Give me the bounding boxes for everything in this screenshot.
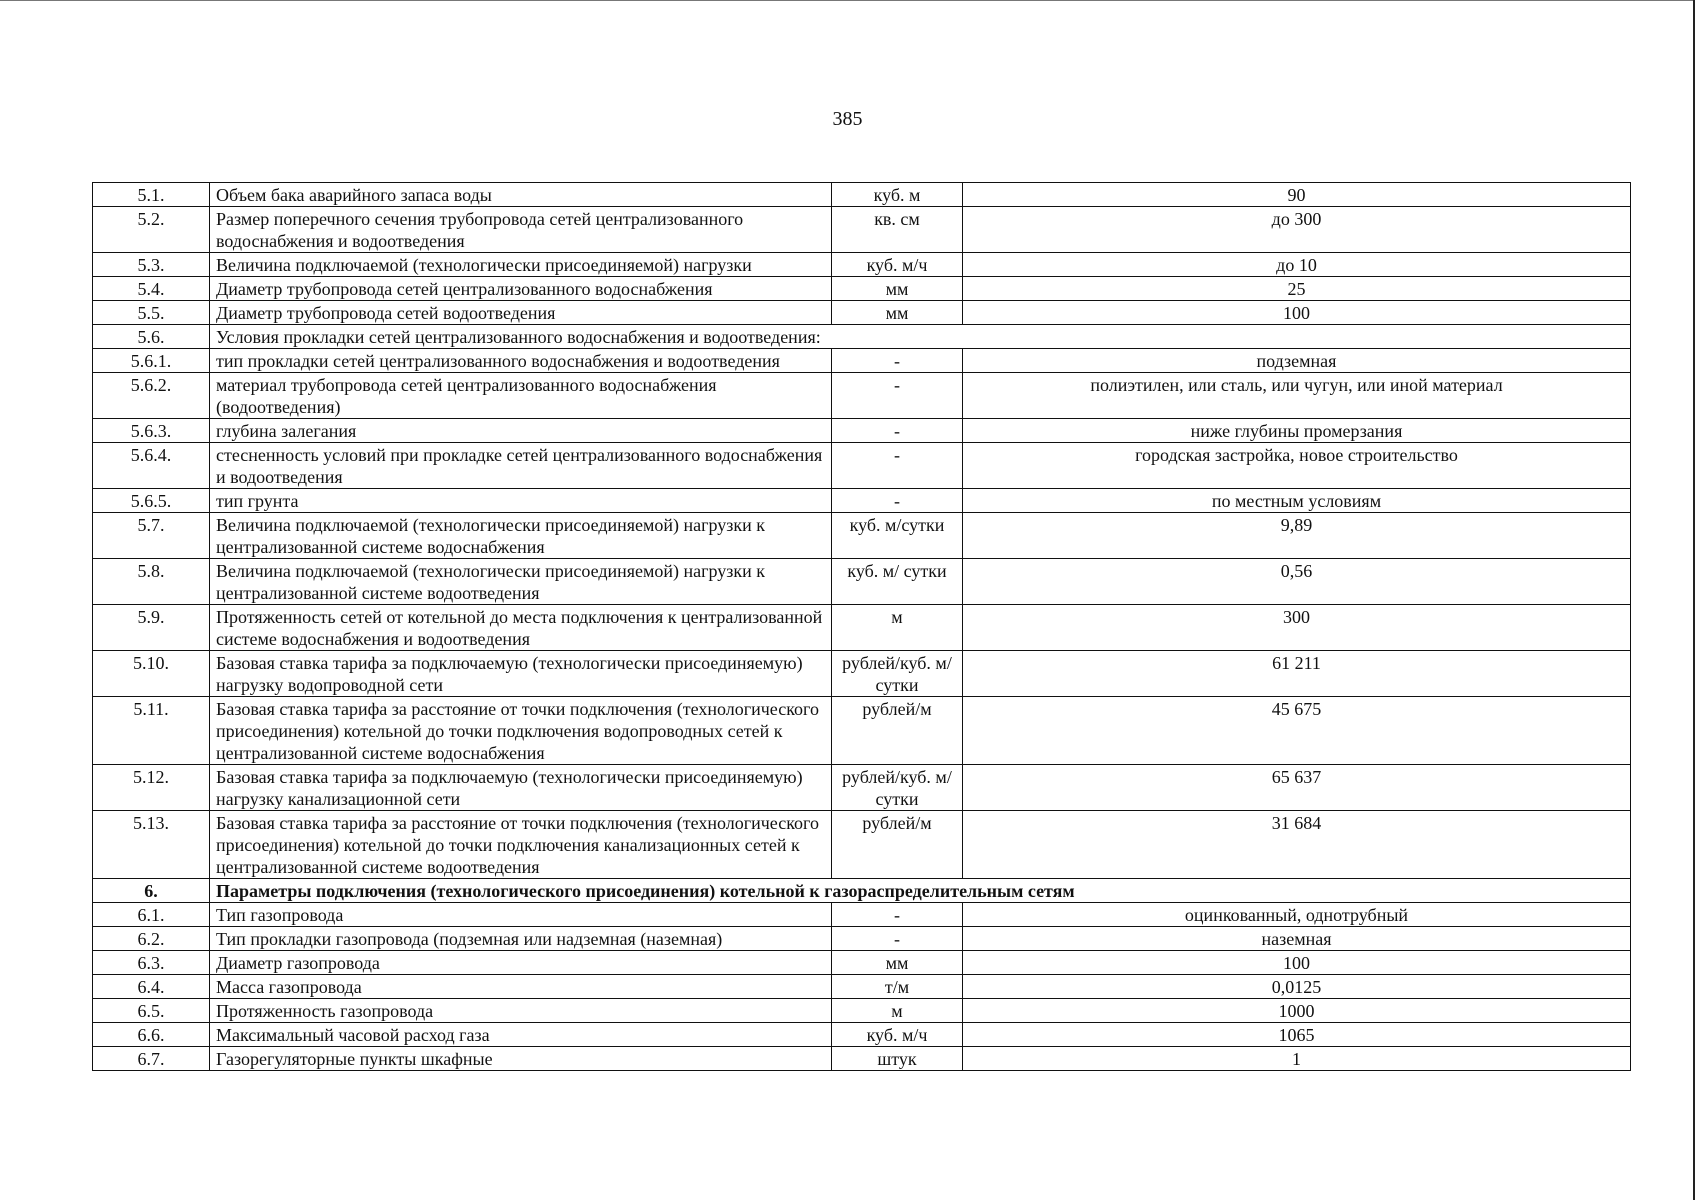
table-row — [93, 443, 1631, 489]
parameter-name: тип прокладки сетей централизованного водоснабжения и водоотведения — [210, 349, 832, 373]
scan-top-edge — [0, 0, 1695, 1]
parameter-name: Размер поперечного сечения трубопровода сетей централизованного водоснабжения и водоотведения — [210, 207, 832, 253]
row-number: 5.2. — [93, 207, 210, 253]
table-row — [93, 999, 1631, 1023]
unit-of-measure: рублей/м — [832, 811, 963, 879]
parameter-name: Протяженность газопровода — [210, 999, 832, 1023]
parameter-value: 61 211 — [963, 651, 1631, 697]
table-body — [93, 183, 1631, 1071]
unit-of-measure: кв. см — [832, 207, 963, 253]
parameter-value: оцинкованный, однотрубный — [963, 903, 1631, 927]
parameter-name: Протяженность сетей от котельной до места подключения к централизованной системе водоснабжения и водоотведения — [210, 605, 832, 651]
parameter-name: Диаметр трубопровода сетей централизованного водоснабжения — [210, 277, 832, 301]
parameter-value: по местным условиям — [963, 489, 1631, 513]
parameter-value: до 10 — [963, 253, 1631, 277]
parameter-value: 9,89 — [963, 513, 1631, 559]
parameter-name: Тип прокладки газопровода (подземная или надземная (наземная) — [210, 927, 832, 951]
unit-of-measure: - — [832, 373, 963, 419]
row-number: 6.7. — [93, 1047, 210, 1071]
unit-of-measure: - — [832, 443, 963, 489]
table-row — [93, 951, 1631, 975]
parameter-name: Диаметр трубопровода сетей водоотведения — [210, 301, 832, 325]
parameter-name: тип грунта — [210, 489, 832, 513]
table-row — [93, 927, 1631, 951]
row-number: 5.11. — [93, 697, 210, 765]
table-row — [93, 811, 1631, 879]
row-number: 6.6. — [93, 1023, 210, 1047]
table-row — [93, 489, 1631, 513]
parameter-value: 1 — [963, 1047, 1631, 1071]
table-row — [93, 697, 1631, 765]
row-number: 6.5. — [93, 999, 210, 1023]
table-row — [93, 513, 1631, 559]
parameter-name: глубина залегания — [210, 419, 832, 443]
unit-of-measure: куб. м/ сутки — [832, 559, 963, 605]
parameter-name: Объем бака аварийного запаса воды — [210, 183, 832, 207]
parameter-name: Величина подключаемой (технологически присоединяемой) нагрузки к централизованной системе водоотведения — [210, 559, 832, 605]
unit-of-measure: куб. м — [832, 183, 963, 207]
parameter-name: Параметры подключения (технологического присоединения) котельной к газораспределительным сетям — [210, 879, 1631, 903]
row-number: 5.9. — [93, 605, 210, 651]
parameter-value: 90 — [963, 183, 1631, 207]
parameter-name: Тип газопровода — [210, 903, 832, 927]
table-row — [93, 605, 1631, 651]
row-number: 5.6.3. — [93, 419, 210, 443]
parameter-value: ниже глубины промерзания — [963, 419, 1631, 443]
row-number: 6.2. — [93, 927, 210, 951]
table-row — [93, 373, 1631, 419]
unit-of-measure: рублей/куб. м/сутки — [832, 765, 963, 811]
table-row — [93, 651, 1631, 697]
row-number: 6.3. — [93, 951, 210, 975]
unit-of-measure: - — [832, 927, 963, 951]
unit-of-measure: - — [832, 903, 963, 927]
unit-of-measure: куб. м/ч — [832, 253, 963, 277]
row-number: 5.6.4. — [93, 443, 210, 489]
row-number: 6. — [93, 879, 210, 903]
unit-of-measure: - — [832, 349, 963, 373]
parameter-value: 45 675 — [963, 697, 1631, 765]
table-row — [93, 903, 1631, 927]
unit-of-measure: мм — [832, 301, 963, 325]
parameter-value: наземная — [963, 927, 1631, 951]
row-number: 6.4. — [93, 975, 210, 999]
parameter-value: 0,56 — [963, 559, 1631, 605]
unit-of-measure: т/м — [832, 975, 963, 999]
parameter-value: 100 — [963, 951, 1631, 975]
parameter-name: Условия прокладки сетей централизованного водоснабжения и водоотведения: — [210, 325, 1631, 349]
parameter-value: 100 — [963, 301, 1631, 325]
row-number: 5.6.1. — [93, 349, 210, 373]
parameter-name: Газорегуляторные пункты шкафные — [210, 1047, 832, 1071]
unit-of-measure: мм — [832, 277, 963, 301]
parameter-value: городская застройка, новое строительство — [963, 443, 1631, 489]
unit-of-measure: рублей/куб. м/сутки — [832, 651, 963, 697]
parameter-value: подземная — [963, 349, 1631, 373]
parameter-value: до 300 — [963, 207, 1631, 253]
table-row — [93, 765, 1631, 811]
parameter-value: 1000 — [963, 999, 1631, 1023]
row-number: 5.7. — [93, 513, 210, 559]
table-row — [93, 1023, 1631, 1047]
parameter-value: 25 — [963, 277, 1631, 301]
unit-of-measure: м — [832, 999, 963, 1023]
row-number: 5.6. — [93, 325, 210, 349]
row-number: 5.6.5. — [93, 489, 210, 513]
parameters-table-container — [92, 182, 1630, 1071]
parameter-name: Величина подключаемой (технологически присоединяемой) нагрузки к централизованной системе водоснабжения — [210, 513, 832, 559]
parameter-name: Базовая ставка тарифа за подключаемую (технологически присоединяемую) нагрузку водопроводной сети — [210, 651, 832, 697]
page-number: 385 — [832, 108, 863, 130]
parameter-name: материал трубопровода сетей централизованного водоснабжения (водоотведения) — [210, 373, 832, 419]
parameter-value: полиэтилен, или сталь, или чугун, или иной материал — [963, 373, 1631, 419]
parameter-value: 1065 — [963, 1023, 1631, 1047]
row-number: 5.4. — [93, 277, 210, 301]
table-row — [93, 301, 1631, 325]
table-row — [93, 183, 1631, 207]
parameter-name: Диаметр газопровода — [210, 951, 832, 975]
unit-of-measure: куб. м/ч — [832, 1023, 963, 1047]
table-row — [93, 419, 1631, 443]
parameters-table — [92, 182, 1631, 1071]
table-row — [93, 277, 1631, 301]
parameter-value: 0,0125 — [963, 975, 1631, 999]
unit-of-measure: - — [832, 419, 963, 443]
table-row — [93, 1047, 1631, 1071]
row-number: 5.10. — [93, 651, 210, 697]
parameter-name: Базовая ставка тарифа за расстояние от точки подключения (технологического присоединения) котельной до точки подключения канализационных сетей к централизованной системе водоотведения — [210, 811, 832, 879]
parameter-name: Масса газопровода — [210, 975, 832, 999]
unit-of-measure: м — [832, 605, 963, 651]
unit-of-measure: - — [832, 489, 963, 513]
parameter-value: 65 637 — [963, 765, 1631, 811]
unit-of-measure: мм — [832, 951, 963, 975]
parameter-name: Базовая ставка тарифа за подключаемую (технологически присоединяемую) нагрузку канализационной сети — [210, 765, 832, 811]
table-row — [93, 559, 1631, 605]
unit-of-measure: штук — [832, 1047, 963, 1071]
table-row — [93, 975, 1631, 999]
row-number: 5.6.2. — [93, 373, 210, 419]
row-number: 5.8. — [93, 559, 210, 605]
parameter-value: 31 684 — [963, 811, 1631, 879]
parameter-name: Базовая ставка тарифа за расстояние от точки подключения (технологического присоединения) котельной до точки подключения водопроводных сетей к централизованной системе водоснабжения — [210, 697, 832, 765]
row-number: 5.1. — [93, 183, 210, 207]
table-row — [93, 207, 1631, 253]
row-number: 5.3. — [93, 253, 210, 277]
parameter-name: стесненность условий при прокладке сетей централизованного водоснабжения и водоотведения — [210, 443, 832, 489]
parameter-value: 300 — [963, 605, 1631, 651]
row-number: 5.5. — [93, 301, 210, 325]
row-number: 5.13. — [93, 811, 210, 879]
parameter-name: Максимальный часовой расход газа — [210, 1023, 832, 1047]
table-row — [93, 253, 1631, 277]
table-row — [93, 325, 1631, 349]
unit-of-measure: куб. м/сутки — [832, 513, 963, 559]
parameter-name: Величина подключаемой (технологически присоединяемой) нагрузки — [210, 253, 832, 277]
table-row — [93, 879, 1631, 903]
unit-of-measure: рублей/м — [832, 697, 963, 765]
row-number: 5.12. — [93, 765, 210, 811]
row-number: 6.1. — [93, 903, 210, 927]
table-row — [93, 349, 1631, 373]
